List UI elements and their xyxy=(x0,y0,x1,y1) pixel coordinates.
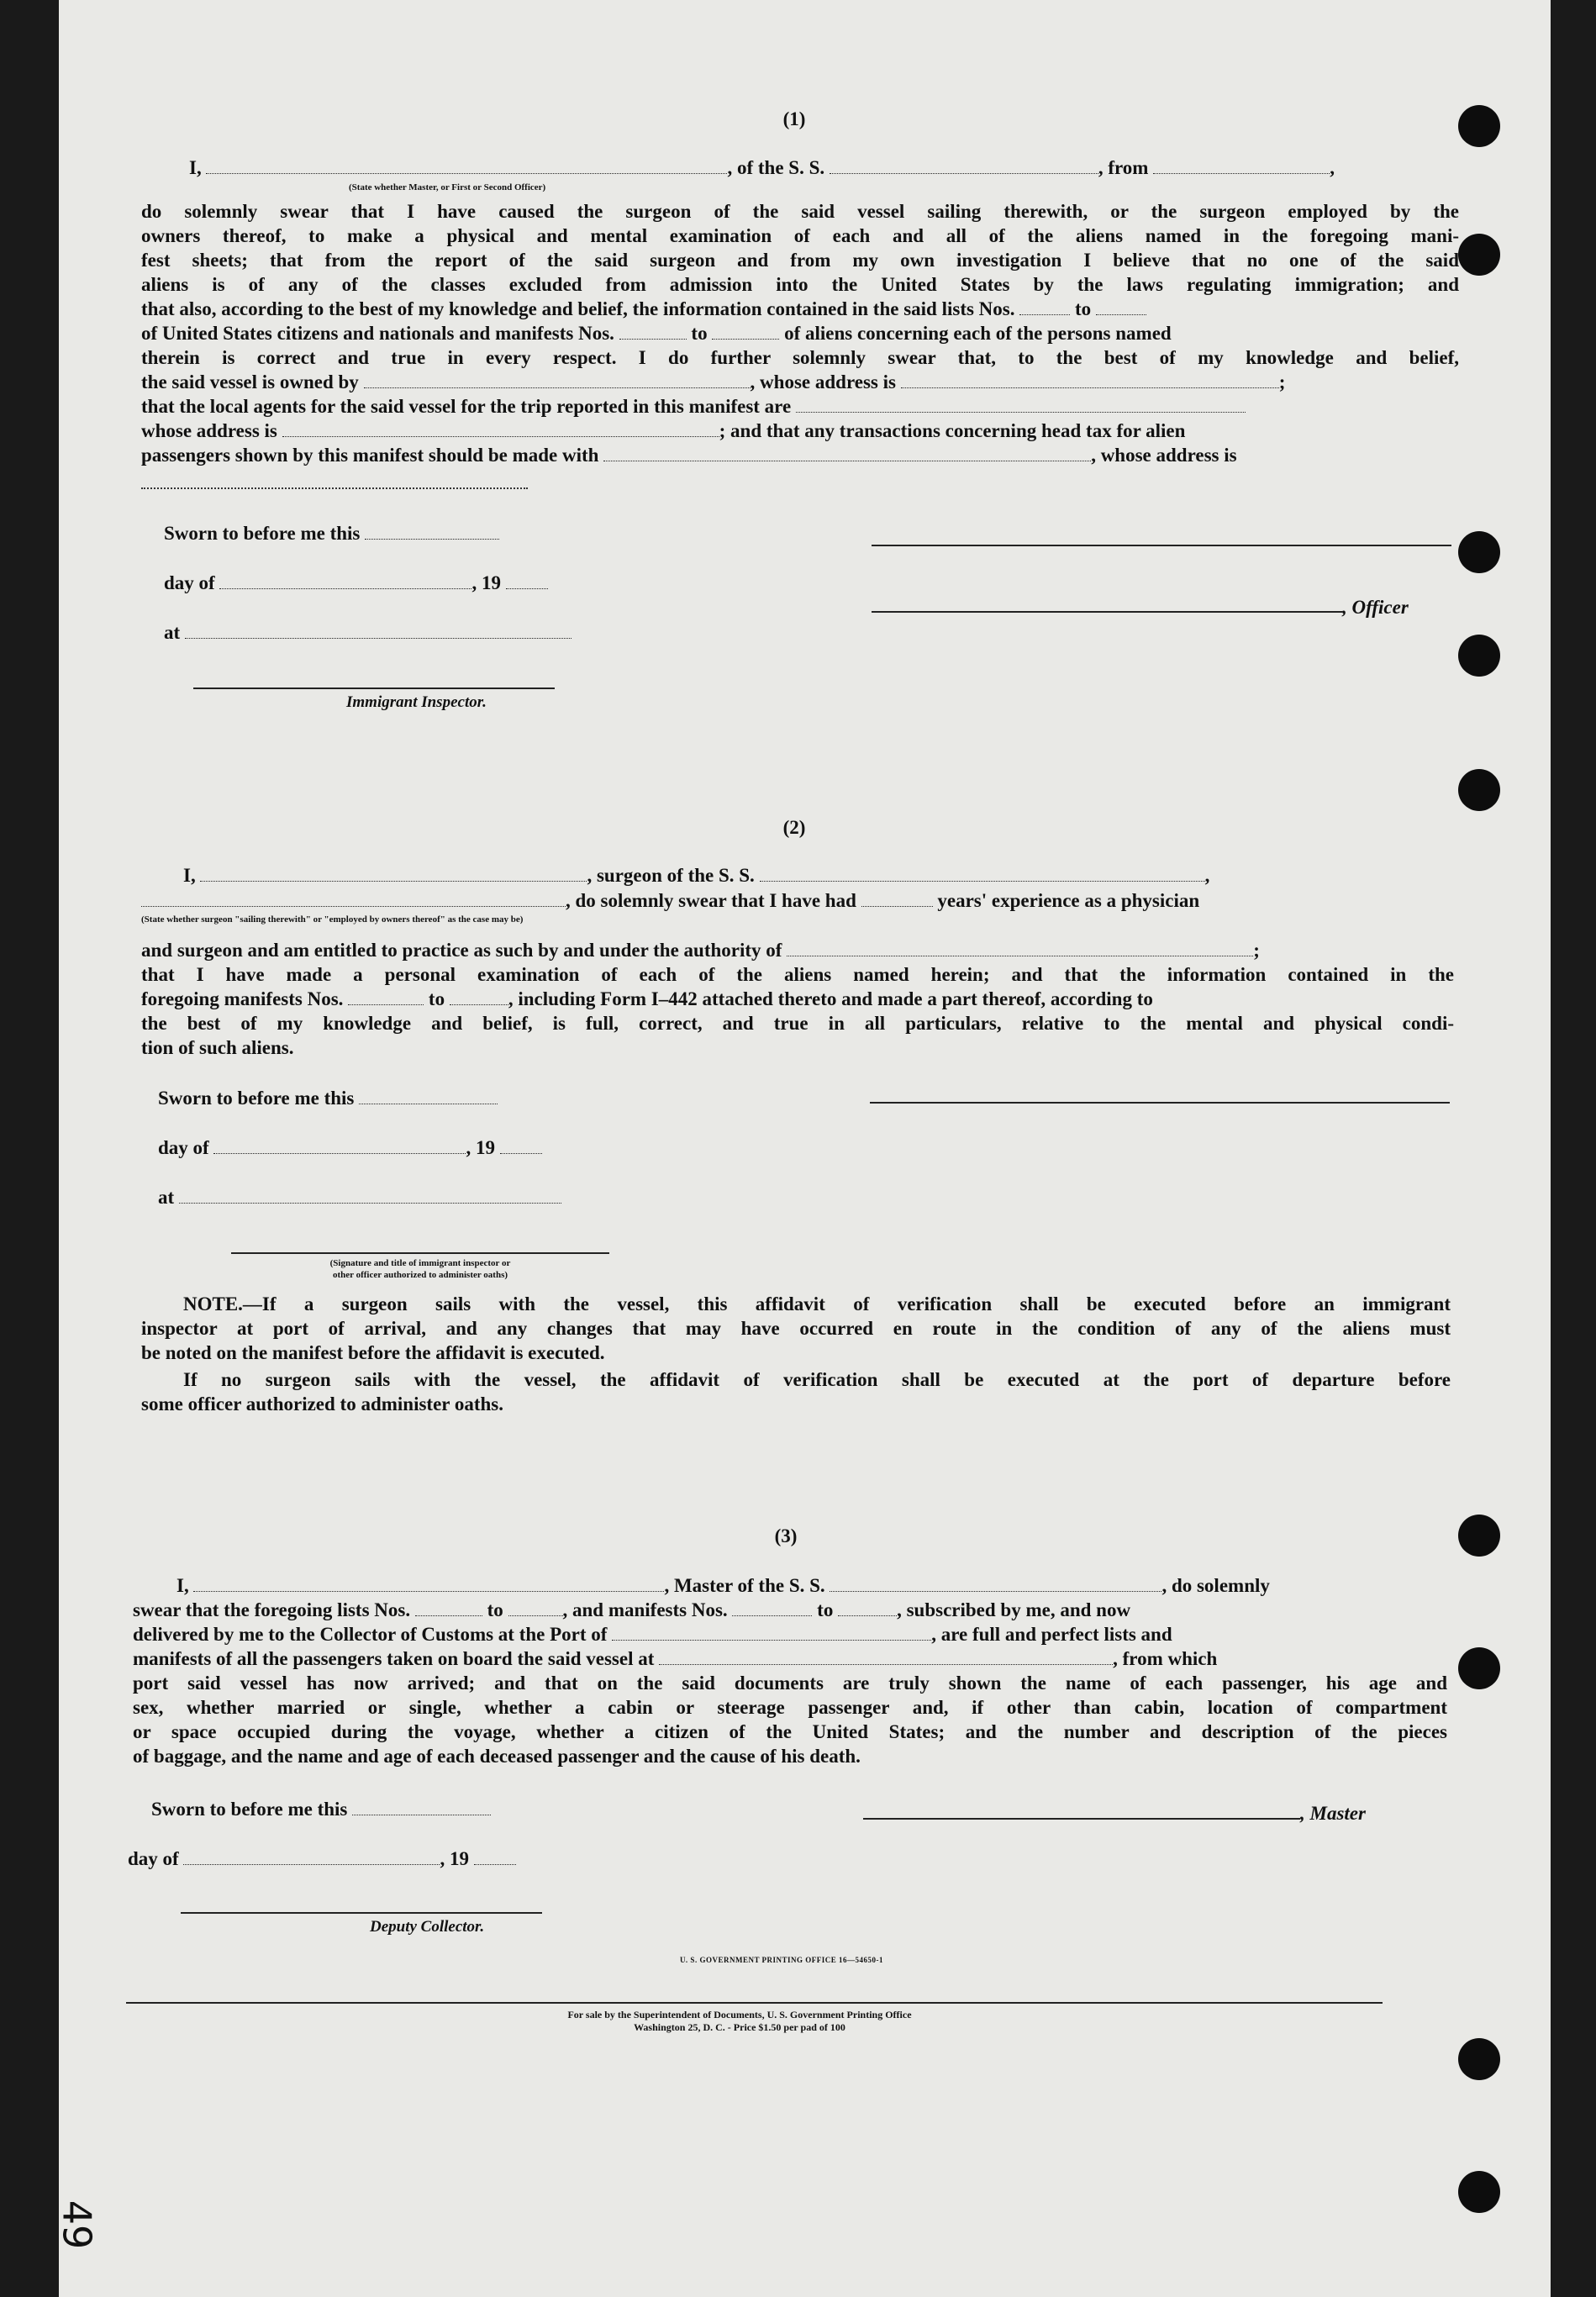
sale-note-2: Washington 25, D. C. - Price $1.50 per pad of 100 xyxy=(634,2021,845,2033)
year-prefix: , 19 xyxy=(466,1137,495,1158)
s3-line-2 xyxy=(133,1598,1130,1623)
at-label: at xyxy=(164,622,181,643)
s3-sworn xyxy=(151,1797,491,1822)
punch-hole xyxy=(1458,635,1500,677)
day-of-field[interactable] xyxy=(213,1138,466,1154)
s2-line-2 xyxy=(141,888,1199,914)
master-label: , Master xyxy=(1300,1803,1366,1824)
footer-rule xyxy=(126,2002,1383,2004)
day-of-label: day of xyxy=(164,572,215,593)
punch-hole xyxy=(1458,105,1500,147)
master-signature-line[interactable] xyxy=(863,1818,1300,1820)
s1-correct-line: therein is correct and true in every respect. I do further solemnly swear that, to the best of my knowledge and belief, xyxy=(141,347,1459,368)
punch-hole xyxy=(1458,2171,1500,2213)
s3-manifests-from-field[interactable] xyxy=(732,1600,812,1616)
page-number: 49 xyxy=(54,2200,100,2250)
s3-line-4 xyxy=(133,1646,1217,1672)
at-label: at xyxy=(158,1187,175,1208)
s2-at xyxy=(158,1185,561,1210)
s2-years: years' experience as a physician xyxy=(937,890,1200,911)
sworn-label: Sworn to before me this xyxy=(164,523,361,544)
section-1-number: (1) xyxy=(782,108,806,129)
s1-lists-line xyxy=(141,297,1146,322)
s3-para-line: or space occupied during the voyage, whether a citizen of the United States; and the number and description of the pieces xyxy=(133,1721,1447,1742)
s2-authority-line xyxy=(141,938,1260,963)
s3-full-perfect: , are full and perfect lists and xyxy=(931,1624,1172,1645)
immigrant-inspector-label: Immigrant Inspector. xyxy=(346,693,487,711)
s3-last-line: of baggage, and the name and age of each deceased passenger and the cause of his death. xyxy=(133,1746,861,1767)
s2-sworn xyxy=(158,1086,498,1111)
s3-day-of xyxy=(128,1847,516,1872)
s2-day-of xyxy=(158,1135,542,1161)
s2-manifests-to-field[interactable] xyxy=(450,989,508,1005)
day-of-field[interactable] xyxy=(183,1849,440,1865)
s3-and-manifests: , and manifests Nos. xyxy=(562,1599,728,1620)
officer-signature-line-2[interactable] xyxy=(872,611,1342,613)
s2-foregoing-b: , including Form I–442 attached thereto and made a part thereof, according to xyxy=(508,988,1153,1009)
port-field[interactable] xyxy=(612,1625,931,1641)
s2-exam-line: that I have made a personal examination of each of the aliens named herein; and that the information contained in the xyxy=(141,964,1454,985)
punch-hole xyxy=(1458,1647,1500,1689)
section-3-number: (3) xyxy=(774,1525,798,1546)
master-name-field[interactable] xyxy=(193,1576,664,1592)
s3-master-of: , Master of the S. S. xyxy=(664,1575,825,1596)
s2-to-label: to xyxy=(428,988,445,1009)
s2-solemnly: , do solemnly swear that I have had xyxy=(566,890,856,911)
s1-para-line: aliens is of any of the classes excluded from admission into the United States by the laws regulating immigration; and xyxy=(141,274,1459,295)
s1-owner-line xyxy=(141,370,1285,395)
officer-signature-line-1[interactable] xyxy=(872,545,1451,546)
s2-surgeon-of: , surgeon of the S. S. xyxy=(587,865,755,886)
s2-foregoing: foregoing manifests Nos. xyxy=(141,988,344,1009)
s1-sworn xyxy=(164,521,499,546)
s3-to-label: to xyxy=(487,1599,503,1620)
from-port-field[interactable] xyxy=(1153,158,1330,174)
authority-field[interactable] xyxy=(787,940,1253,956)
s3-manifests-to-field[interactable] xyxy=(838,1600,897,1616)
surgeon-capacity-field[interactable] xyxy=(141,891,566,907)
s1-agents-line xyxy=(141,394,1246,419)
inspector-signature-line[interactable] xyxy=(193,688,555,689)
s3-from-which: , from which xyxy=(1113,1648,1218,1669)
s1-of-ss: , of the S. S. xyxy=(727,157,825,178)
s2-semicolon: ; xyxy=(1253,940,1260,961)
surgeon-caption: (State whether surgeon "sailing therewith" or "employed by owners thereof" as the case may be) xyxy=(141,914,524,925)
s2-signature-line[interactable] xyxy=(231,1252,609,1254)
manifests-to-field[interactable] xyxy=(712,324,779,340)
s1-local-agents: that the local agents for the said vessel for the trip reported in this manifest are xyxy=(141,396,792,417)
s1-manifests-text: of United States citizens and nationals and manifests Nos. xyxy=(141,323,614,344)
punch-hole xyxy=(1458,531,1500,573)
surgeon-signature-line[interactable] xyxy=(870,1102,1450,1104)
agents-address-field[interactable] xyxy=(282,421,719,437)
s2-manifests-from-field[interactable] xyxy=(348,989,424,1005)
s2-line-1: I, , surgeon of the S. S. , xyxy=(183,865,1210,886)
surgeon-name-field[interactable] xyxy=(200,866,587,882)
day-of-label: day of xyxy=(128,1848,179,1869)
s1-to-label: to xyxy=(1075,298,1092,319)
s1-para-line: do solemnly swear that I have caused the surgeon of the said vessel sailing therewith, or the surgeon employed by the xyxy=(141,201,1459,222)
s3-to-label: to xyxy=(817,1599,834,1620)
sworn-date-field[interactable] xyxy=(359,1088,498,1104)
punch-hole xyxy=(1458,769,1500,811)
s2-foregoing-line xyxy=(141,987,1153,1012)
s2-sig-caption-1: (Signature and title of immigrant inspector or xyxy=(329,1258,511,1268)
s1-whose-address-2: whose address is xyxy=(141,420,277,441)
s3-line-1 xyxy=(176,1573,1270,1599)
s3-lists-from-field[interactable] xyxy=(415,1600,482,1616)
year-field[interactable] xyxy=(506,573,548,589)
s2-i-label: I, xyxy=(183,865,196,886)
s3-delivered: delivered by me to the Collector of Customs at the Port of xyxy=(133,1624,608,1645)
s1-whose-address-3: , whose address is xyxy=(1091,445,1237,466)
note-line-1: NOTE.—If a surgeon sails with the vessel, this affidavit of verification shall be executed before an immigrant xyxy=(183,1293,1451,1314)
vessel-name-field[interactable] xyxy=(830,158,1098,174)
s1-para-line: fest sheets; that from the report of the said surgeon and from my own investigation I believe that no one of the said xyxy=(141,250,1459,271)
year-field[interactable] xyxy=(500,1138,542,1154)
s3-subscribed: , subscribed by me, and now xyxy=(897,1599,1131,1620)
note-line-2: inspector at port of arrival, and any changes that may have occurred en route in the condition of any of the aliens must xyxy=(141,1318,1451,1339)
sale-note-1: For sale by the Superintendent of Documents, U. S. Government Printing Office xyxy=(567,2009,912,2020)
s1-para-line: owners thereof, to make a physical and mental examination of each and all of the aliens named in the foregoing mani- xyxy=(141,225,1459,246)
deputy-collector-label: Deputy Collector. xyxy=(370,1918,485,1936)
agents-field[interactable] xyxy=(796,397,1246,413)
s1-line-1: I, , of the S. S. , from , xyxy=(189,157,1335,178)
head-tax-agent-field[interactable] xyxy=(603,445,1091,461)
year-prefix: , 19 xyxy=(471,572,501,593)
form-page xyxy=(54,0,1551,2297)
s2-tion-line: tion of such aliens. xyxy=(141,1037,294,1058)
owner-address-field[interactable] xyxy=(901,372,1279,388)
officer-label: , Officer xyxy=(1342,597,1409,618)
note-line-4: If no surgeon sails with the vessel, the affidavit of verification shall be executed at the port of departure before xyxy=(183,1369,1451,1390)
s1-owned-by: the said vessel is owned by xyxy=(141,371,359,392)
s1-from: , from xyxy=(1098,157,1149,178)
s3-para-line: port said vessel has now arrived; and that on the said documents are truly shown the name of each passenger, his age and xyxy=(133,1673,1447,1694)
punch-hole xyxy=(1458,234,1500,276)
manifests-from-field[interactable] xyxy=(619,324,687,340)
note-line-5: some officer authorized to administer oaths. xyxy=(141,1393,503,1415)
s3-i-label: I, xyxy=(176,1575,189,1596)
sworn-label: Sworn to before me this xyxy=(158,1088,355,1109)
officer-caption: (State whether Master, or First or Second Officer) xyxy=(349,182,546,192)
s2-best-line: the best of my knowledge and belief, is full, correct, and true in all particulars, relative to the mental and physical condi- xyxy=(141,1013,1454,1034)
surgeon-vessel-field[interactable] xyxy=(760,866,1205,882)
s1-passengers-line xyxy=(141,443,1237,468)
sworn-date-field[interactable] xyxy=(365,524,499,540)
day-of-field[interactable] xyxy=(219,573,471,589)
s3-vessel-field[interactable] xyxy=(830,1576,1161,1592)
s1-head-tax: ; and that any transactions concerning head tax for alien xyxy=(719,420,1186,441)
lists-from-field[interactable] xyxy=(1019,299,1070,315)
s1-at xyxy=(164,620,572,645)
at-place-field[interactable] xyxy=(179,1188,561,1204)
s2-sig-caption-2: other officer authorized to administer oaths) xyxy=(332,1270,508,1280)
s3-para-line: sex, whether married or single, whether a cabin or steerage passenger and, if other than cabin, location of compartment xyxy=(133,1697,1447,1718)
year-prefix: , 19 xyxy=(440,1848,469,1869)
s1-i-label: I, xyxy=(189,157,202,178)
owner-field[interactable] xyxy=(364,372,751,388)
officer-name-field[interactable] xyxy=(206,158,727,174)
s1-lists-text: that also, according to the best of my knowledge and belief, the information contained in the said lists Nos. xyxy=(141,298,1015,319)
embark-port-field[interactable] xyxy=(659,1649,1113,1665)
note-line-3: be noted on the manifest before the affidavit is executed. xyxy=(141,1342,605,1363)
punch-hole xyxy=(1458,1515,1500,1557)
section-2-number: (2) xyxy=(782,817,806,838)
deputy-signature-line[interactable] xyxy=(181,1912,542,1914)
lists-to-field[interactable] xyxy=(1096,299,1146,315)
s3-swear: swear that the foregoing lists Nos. xyxy=(133,1599,411,1620)
sworn-label: Sworn to before me this xyxy=(151,1799,348,1820)
s1-to-label: to xyxy=(691,323,708,344)
s3-lists-to-field[interactable] xyxy=(508,1600,563,1616)
s1-day-of xyxy=(164,571,548,596)
s3-taken-on: manifests of all the passengers taken on board the said vessel at xyxy=(133,1648,655,1669)
s1-semicolon: ; xyxy=(1278,371,1286,392)
punch-hole xyxy=(1458,2038,1500,2080)
s1-address-line xyxy=(141,419,1185,444)
gpo-imprint: U. S. GOVERNMENT PRINTING OFFICE 16—54650-1 xyxy=(679,1956,884,1964)
year-field[interactable] xyxy=(474,1849,516,1865)
s1-manifests-line xyxy=(141,321,1172,346)
s3-line-3 xyxy=(133,1622,1172,1647)
years-field[interactable] xyxy=(861,891,933,907)
s2-authority: and surgeon and am entitled to practice as such by and under the authority of xyxy=(141,940,782,961)
day-of-label: day of xyxy=(158,1137,209,1158)
at-place-field[interactable] xyxy=(185,623,572,639)
head-tax-address-field[interactable] xyxy=(141,487,528,489)
s1-passengers: passengers shown by this manifest should be made with xyxy=(141,445,599,466)
s1-manifests-text-b: of aliens concerning each of the persons named xyxy=(784,323,1172,344)
s1-whose-address: , whose address is xyxy=(750,371,896,392)
sworn-date-field[interactable] xyxy=(352,1799,491,1815)
s3-do-solemnly: , do solemnly xyxy=(1161,1575,1270,1596)
